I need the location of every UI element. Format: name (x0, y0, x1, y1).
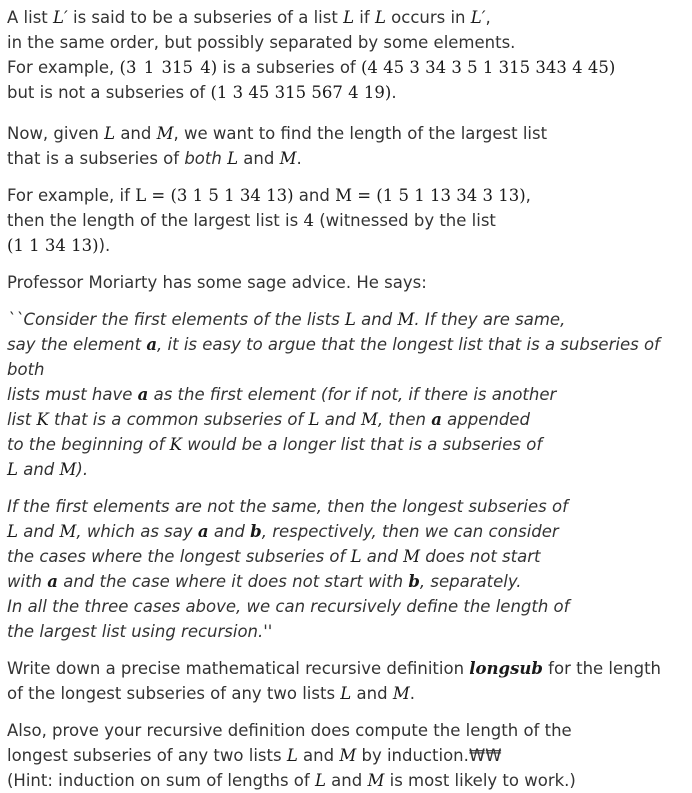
text: to the beginning of (7, 435, 170, 454)
text: , it is easy to argue that the longest list that is a subseries of both (7, 335, 660, 379)
text: the cases where the longest subseries of (7, 547, 351, 566)
text: longest subseries of any two lists (7, 746, 287, 765)
text: and (325, 771, 368, 790)
text: of the longest subseries of any two lists (7, 684, 341, 703)
text: is said to be a subseries of a list (67, 8, 344, 27)
emphasis: both (184, 149, 222, 168)
paragraph-problem-statement (7, 121, 686, 171)
text: that is a subseries of (7, 149, 185, 168)
math-var: L (344, 310, 356, 329)
text: , (525, 186, 531, 205)
math-equation: M = (1 5 1 13 34 3 13) (335, 186, 526, 205)
math-var: M (361, 410, 378, 429)
text: with (7, 572, 48, 591)
text: if (354, 8, 375, 27)
text: and (361, 547, 404, 566)
math-var: L′ (53, 8, 68, 27)
text: in the same order, but possibly separated by some elements. (7, 33, 516, 52)
math-var: M (59, 522, 77, 541)
text: and (351, 684, 393, 703)
text: would be a longer list that is a subseries of (181, 435, 543, 454)
text: and (17, 460, 60, 479)
paragraph-task (7, 656, 686, 706)
text: occurs in (385, 8, 471, 27)
text: For example, if (7, 186, 136, 205)
math-var: L (340, 684, 352, 703)
text: the largest list using recursion.'' (7, 622, 273, 641)
text: does not start (419, 547, 541, 566)
text: (witnessed by the list (313, 211, 496, 230)
math-var: a (431, 410, 442, 429)
math-var: M (59, 460, 77, 479)
text: and (355, 310, 398, 329)
text: ). (98, 236, 111, 255)
paragraph-proof-task (7, 718, 686, 793)
text: , respectively, then we can consider (261, 522, 559, 541)
text: If the first elements are not the same, then the longest subseries of (7, 497, 568, 516)
text: appended (441, 410, 530, 429)
paragraph-subseries-definition (7, 5, 686, 105)
text: Write down a precise mathematical recursive definition (7, 659, 470, 678)
math-var: L′ (470, 8, 486, 27)
text: , then (377, 410, 432, 429)
paragraph-advice-intro (7, 270, 686, 295)
text: say the element (7, 335, 147, 354)
paragraph-quote-different (7, 494, 686, 644)
example-list: (1 1 34 13) (7, 236, 99, 255)
math-var: L (104, 124, 116, 143)
math-var: L (308, 410, 320, 429)
text: Also, prove your recursive definition does compute the length of the (7, 721, 572, 740)
math-var: L (374, 8, 386, 27)
text: is most likely to work.) (384, 771, 576, 790)
text: that is a common subseries of (48, 410, 309, 429)
text: . (296, 149, 302, 168)
text: and (208, 522, 251, 541)
text: but is not a subseries of (7, 83, 211, 102)
math-equation: L = (3 1 5 1 34 13) (135, 186, 294, 205)
text: Professor Moriarty has some sage advice. He says: (7, 273, 427, 292)
math-var: L (286, 746, 298, 765)
math-var: M (397, 310, 415, 329)
text: . If they are same, (414, 310, 566, 329)
text: ``Consider the first elements of the lists (7, 310, 345, 329)
text: by induction.₩₩ (356, 746, 502, 765)
example-list: (4 45 3 34 3 5 1 315 343 4 45) (360, 58, 616, 77)
math-var: K (36, 410, 49, 429)
example-list: (3 1 315 4) (119, 58, 218, 77)
text: (Hint: induction on sum of lengths of (7, 771, 315, 790)
math-var: L (7, 460, 18, 479)
text: and (17, 522, 60, 541)
text: and (319, 410, 362, 429)
math-var: b (250, 522, 262, 541)
text: In all the three cases above, we can recursively define the length of (7, 597, 570, 616)
text: , which as say (76, 522, 198, 541)
text: list (7, 410, 37, 429)
text: For example, (7, 58, 120, 77)
math-var: L (350, 547, 362, 566)
math-var: a (146, 335, 158, 354)
math-var: L (314, 771, 326, 790)
math-var: b (408, 572, 420, 591)
paragraph-example (7, 183, 686, 258)
text: , we want to find the length of the largest list (173, 124, 548, 143)
math-var: a (197, 522, 209, 541)
text: . (391, 83, 397, 102)
math-var: M (339, 746, 357, 765)
text: as the first element (for if not, if there is another (148, 385, 557, 404)
text: for the length (542, 659, 662, 678)
text: ). (76, 460, 89, 479)
math-var: M (367, 771, 385, 790)
math-var: L (227, 149, 239, 168)
text: A list (7, 8, 54, 27)
text: , (485, 8, 491, 27)
math-var: L (7, 522, 18, 541)
math-var: M (392, 684, 410, 703)
example-list: (1 3 45 315 567 4 19) (210, 83, 392, 102)
text: then the length of the largest list is (7, 211, 304, 230)
text: , separately. (419, 572, 522, 591)
math-var: a (137, 385, 149, 404)
text: and (297, 746, 340, 765)
math-var: M (156, 124, 174, 143)
text: Now, given (7, 124, 105, 143)
paragraph-quote-same (7, 307, 686, 482)
text: lists must have (7, 385, 138, 404)
math-var: a (47, 572, 58, 591)
math-var: M (279, 149, 297, 168)
text: is a subseries of (217, 58, 361, 77)
function-name: longsub (469, 659, 543, 678)
text: and the case where it does not start with (57, 572, 409, 591)
math-var: L (343, 8, 355, 27)
text: and (115, 124, 157, 143)
text: . (409, 684, 415, 703)
math-number: 4 (303, 211, 314, 230)
math-var: K (169, 435, 182, 454)
text: and (293, 186, 336, 205)
math-var: M (403, 547, 420, 566)
text: and (238, 149, 280, 168)
